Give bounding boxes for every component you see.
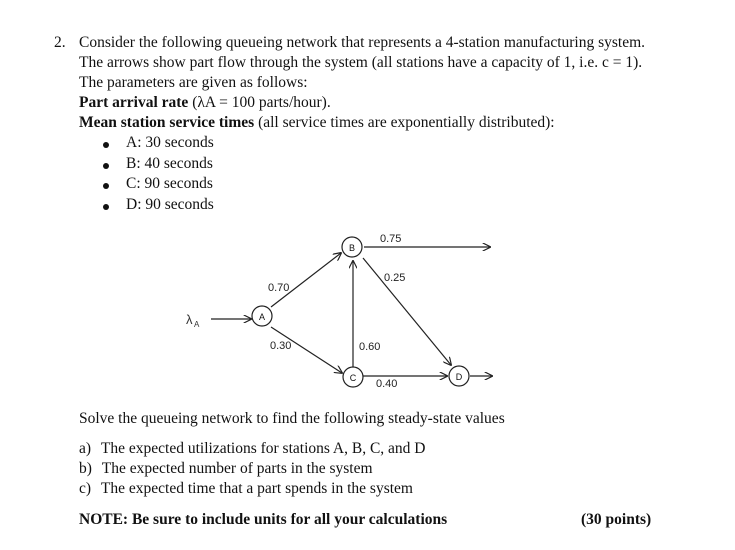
question-label: b) (79, 460, 92, 477)
problem-number: 2. (54, 34, 66, 51)
units-note: NOTE: Be sure to include units for all your calculations (79, 511, 448, 528)
question-label: c) (79, 480, 92, 497)
question-a (79, 440, 426, 458)
question-c (79, 480, 413, 498)
node-d (449, 366, 469, 386)
question-text: The expected time that a part spends in the system (100, 480, 413, 497)
service-times-label: Mean station service times (79, 114, 255, 131)
questions-intro: Solve the queueing network to find the following steady-state values (79, 410, 505, 427)
question-text: The expected utilizations for stations A, B, C, and D (100, 440, 426, 457)
question-b (79, 460, 373, 478)
prob-c-to-d: 0.40 (376, 378, 398, 390)
node-c-label: C (349, 373, 357, 383)
prob-b-to-d: 0.25 (384, 272, 406, 284)
station-item: B: 40 seconds (126, 155, 213, 172)
node-b-label: B (348, 243, 356, 253)
arrival-rate-label: Part arrival rate (79, 94, 189, 111)
service-times-note: (all service times are exponentially distributed): (258, 114, 555, 131)
node-c (343, 367, 363, 387)
prob-b-exit: 0.75 (380, 233, 402, 245)
question-label: a) (79, 440, 92, 457)
problem-line-2: The arrows show part flow through the system (all stations have a capacity of 1, i.e. c = 1). (79, 54, 643, 71)
problem-line-3: The parameters are given as follows: (79, 74, 308, 91)
problem-line-1: Consider the following queueing network that represents a 4-station manufacturing system. (79, 34, 646, 51)
node-d-label: D (455, 372, 463, 382)
node-a (252, 306, 272, 326)
prob-a-to-b: 0.70 (268, 282, 290, 294)
arrival-symbol: λ (186, 312, 193, 327)
node-b (342, 237, 362, 257)
points-label: (30 points) (581, 511, 652, 528)
station-item: D: 90 seconds (126, 196, 214, 213)
prob-c-to-b: 0.60 (359, 341, 381, 353)
station-item: C: 90 seconds (126, 175, 213, 192)
prob-a-to-c: 0.30 (270, 340, 292, 352)
question-text: The expected number of parts in the system (101, 460, 373, 477)
arrival-rate-value: (λA = 100 parts/hour). (192, 94, 331, 111)
node-a-label: A (258, 312, 266, 322)
edge-a-to-b (271, 253, 341, 307)
station-item: A: 30 seconds (126, 134, 214, 151)
arrival-subscript: A (194, 320, 200, 329)
